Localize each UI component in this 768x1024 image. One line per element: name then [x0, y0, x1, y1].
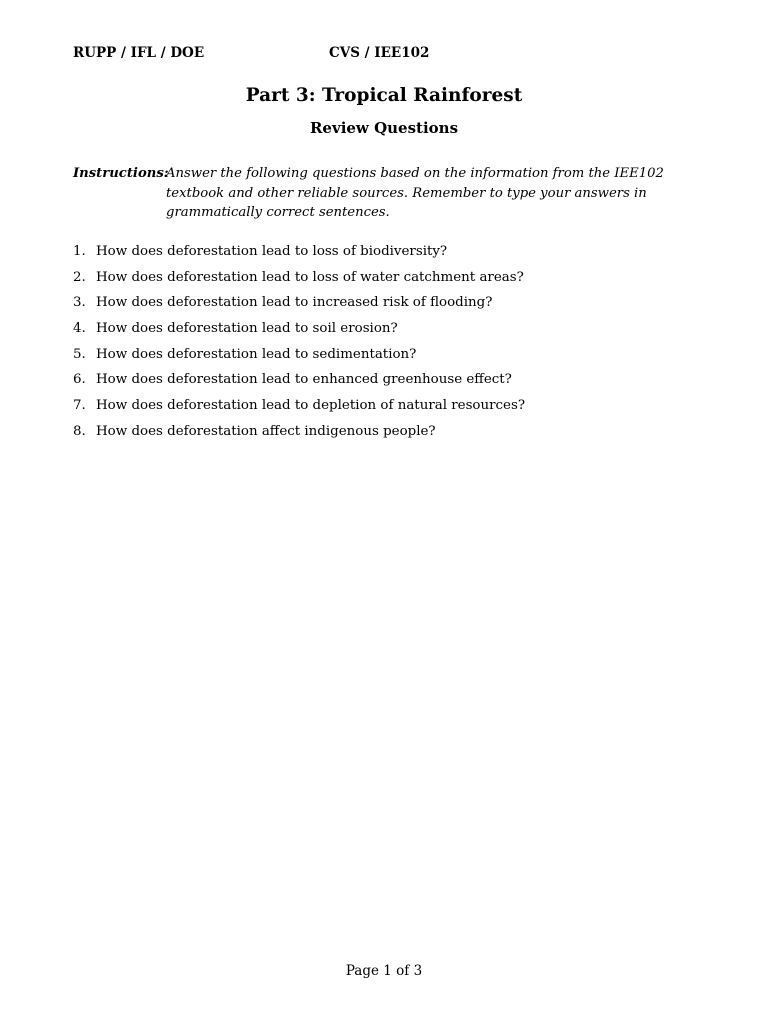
- question-item: [73, 239, 713, 265]
- header-left: RUPP / IFL / DOE: [73, 45, 205, 61]
- question-number: 2.: [73, 269, 86, 285]
- question-text: How does deforestation lead to loss of water catchment areas?: [96, 269, 524, 285]
- instructions-line: grammatically correct sentences.: [166, 205, 390, 220]
- instructions-label: Instructions:: [73, 166, 169, 181]
- question-item: [73, 265, 713, 291]
- question-number: 5.: [73, 346, 86, 362]
- question-number: 7.: [73, 398, 86, 414]
- question-item: [73, 290, 713, 316]
- question-number: 8.: [73, 423, 86, 439]
- question-number: 4.: [73, 321, 86, 337]
- question-item: [73, 316, 713, 342]
- question-number: 6.: [73, 372, 86, 388]
- question-list: [73, 239, 713, 445]
- question-text: How does deforestation affect indigenous people?: [96, 423, 436, 439]
- question-text: How does deforestation lead to increased risk of flooding?: [96, 295, 493, 311]
- question-number: 3.: [73, 295, 86, 311]
- question-number: 1.: [73, 244, 86, 259]
- instructions-line: Answer the following questions based on the information from the IEE102: [166, 166, 664, 181]
- page-number: Page 1 of 3: [345, 963, 423, 979]
- question-item: [73, 367, 713, 393]
- question-text: How does deforestation lead to enhanced greenhouse effect?: [96, 372, 512, 388]
- question-text: How does deforestation lead to depletion of natural resources?: [96, 398, 525, 414]
- header-right: CVS / IEE102: [329, 45, 430, 61]
- page-subtitle: Review Questions: [309, 119, 459, 137]
- question-item: [73, 419, 713, 445]
- question-text: How does deforestation lead to sedimentation?: [96, 346, 417, 362]
- instructions-line: textbook and other reliable sources. Remember to type your answers in: [166, 185, 647, 201]
- question-item: [73, 393, 713, 419]
- instructions-text: [166, 164, 666, 223]
- question-text: How does deforestation lead to soil erosion?: [96, 321, 398, 337]
- question-item: [73, 342, 713, 368]
- page-title: Part 3: Tropical Rainforest: [245, 85, 523, 106]
- question-text: How does deforestation lead to loss of biodiversity?: [96, 244, 448, 259]
